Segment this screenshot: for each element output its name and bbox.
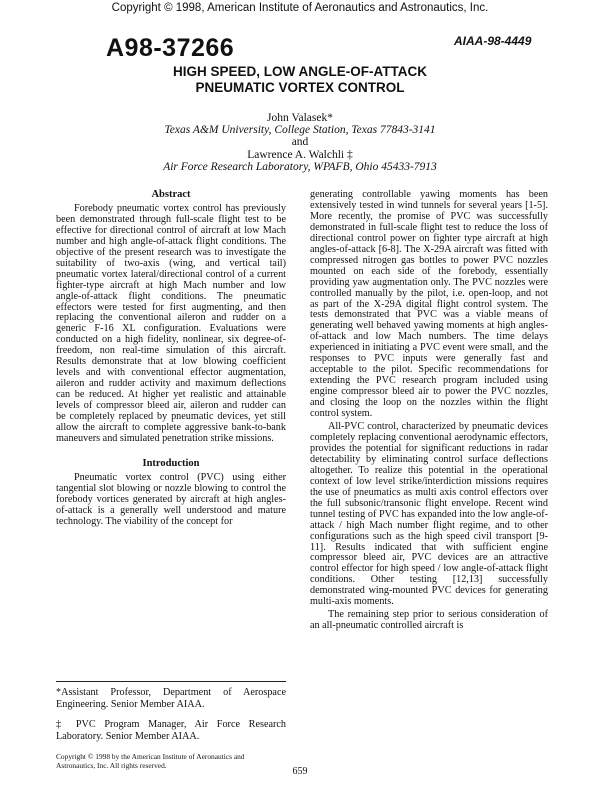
- right-column: [310, 190, 548, 632]
- author-block: [0, 112, 600, 173]
- intro-paragraph-3: All-PVC control, characterized by pneumatic devices completely replacing conventional aerodynamic effectors, provides the potential for significant reductions in radar detectability by eliminating control surface deflections altogether. To realize this potential in the operational context of low level strike/interdiction missions requires the use of pneumatics as multi axis control effectors over the full subsonic/transonic flight envelope. Recent wind tunnel testing of PVC has expanded into the low angle-of-attack / high Mach number flight regime, and to other configurations such as the high speed civil transport [9-11]. Results indicated that with sufficient engine compressor bleed air, PVC devices are an attractive control effector for high speed / low angle-of-attack flight conditions. Other testing [12,13] successfully demonstrated wing-mounted PVC devices for generating multi-axis moments.: [310, 421, 548, 608]
- paper-title: [0, 64, 600, 96]
- footnote-rule: [56, 681, 286, 682]
- footnote-1: *Assistant Professor, Department of Aerospace Engineering. Senior Member AIAA.: [56, 687, 286, 710]
- footnote-2: ‡ PVC Program Manager, Air Force Research Laboratory. Senior Member AIAA.: [56, 719, 286, 742]
- copyright-banner: Copyright © 1998, American Institute of Aeronautics and Astronautics, Inc.: [111, 2, 489, 14]
- title-line-1: HIGH SPEED, LOW ANGLE-OF-ATTACK: [173, 64, 427, 79]
- intro-paragraph-4: The remaining step prior to serious consideration of an all-pneumatic controlled aircraft is: [310, 609, 548, 632]
- affiliation-2: Air Force Research Laboratory, WPAFB, Ohio 45433-7913: [163, 160, 437, 173]
- affiliation-1: Texas A&M University, College Station, Texas 77843-3141: [164, 124, 436, 137]
- author-1: John Valasek*: [267, 112, 333, 124]
- page-number: 659: [292, 766, 308, 777]
- left-column: [56, 190, 286, 528]
- intro-paragraph-1: Pneumatic vortex control (PVC) using either tangential slot blowing or nozzle blowing to control the forebody vortices generated by aircraft at high angles-of-attack is a generally well understood and mature technology. The viability of the concept for: [56, 471, 286, 527]
- document-id: A98-37266: [106, 34, 235, 62]
- copyright-notice-line-1: Copyright © 1998 by the American Institute of Aeronautics and: [56, 752, 245, 761]
- abstract-heading: Abstract: [151, 189, 191, 200]
- author-2: Lawrence A. Walchli ‡: [247, 148, 353, 161]
- introduction-heading: Introduction: [142, 457, 200, 469]
- intro-paragraph-2: generating controllable yawing moments has been extensively tested in wind tunnels for several years [1-5]. More recently, the promise of PVC was successfully demonstrated in full-scale flight test to reduce the loss of directional control power on fighter type aircraft at high angles-of-attack [6-8]. The X-29A aircraft was fitted with compressed nitrogen gas bottles to power PVC nozzles mounted on each side of the forebody, essentially providing yaw augmentation only. The PVC nozzles were controlled manually by the pilot, i.e. open-loop, and not as part of the X-29A digital flight control system. The tests demonstrated that PVC was a viable means of generating well behaved yawing moments at high angles-of-attack and low Mach numbers. The time delays experienced in initiating a PVC event were small, and the responses to PVC inputs were generally fast and acceptable to the pilot. Specific recommendations for extending the PVC research program included using engine compressor bleed air to power the PVC nozzles, and closing the loop on the nozzles within the flight control system.: [310, 189, 548, 420]
- abstract-text: Forebody pneumatic vortex control has previously been demonstrated through full-scale flight test to be effective for directional control of aircraft at low Mach number and high angle-of-attack flight conditions. The objective of the present research was to investigate the suitability of two-axis (wing, and vertical tail) pneumatic vortex lateral/directional control of a current fighter-type aircraft at high Mach number and low angle-of-attack flight conditions. The pneumatic effectors were tested for first augmenting, and then replacing the conventional aileron and rudder on a generic F-16 XL configuration. Evaluations were conducted on a high fidelity, nonlinear, six degree-of-freedom, non real-time simulation of this aircraft. Results demonstrate that at low blowing coefficient levels and with conventional effector augmentation, aileron and rudder activity and maximum deflections can be reduced. At higher yet realistic and attainable levels of compressor bleed air, aileron and rudder can be completely replaced by pneumatic devices, yet still allow the aircraft to complete aggressive bank-to-bank maneuvers and simulated penetration strike missions.: [56, 202, 286, 444]
- copyright-notice-line-2: Astronautics, Inc. All rights reserved.: [56, 761, 167, 770]
- author-conjunction: and: [291, 136, 309, 149]
- footnotes: [56, 681, 286, 751]
- title-line-2: PNEUMATIC VORTEX CONTROL: [195, 80, 405, 95]
- paper-number: AIAA-98-4449: [454, 34, 532, 48]
